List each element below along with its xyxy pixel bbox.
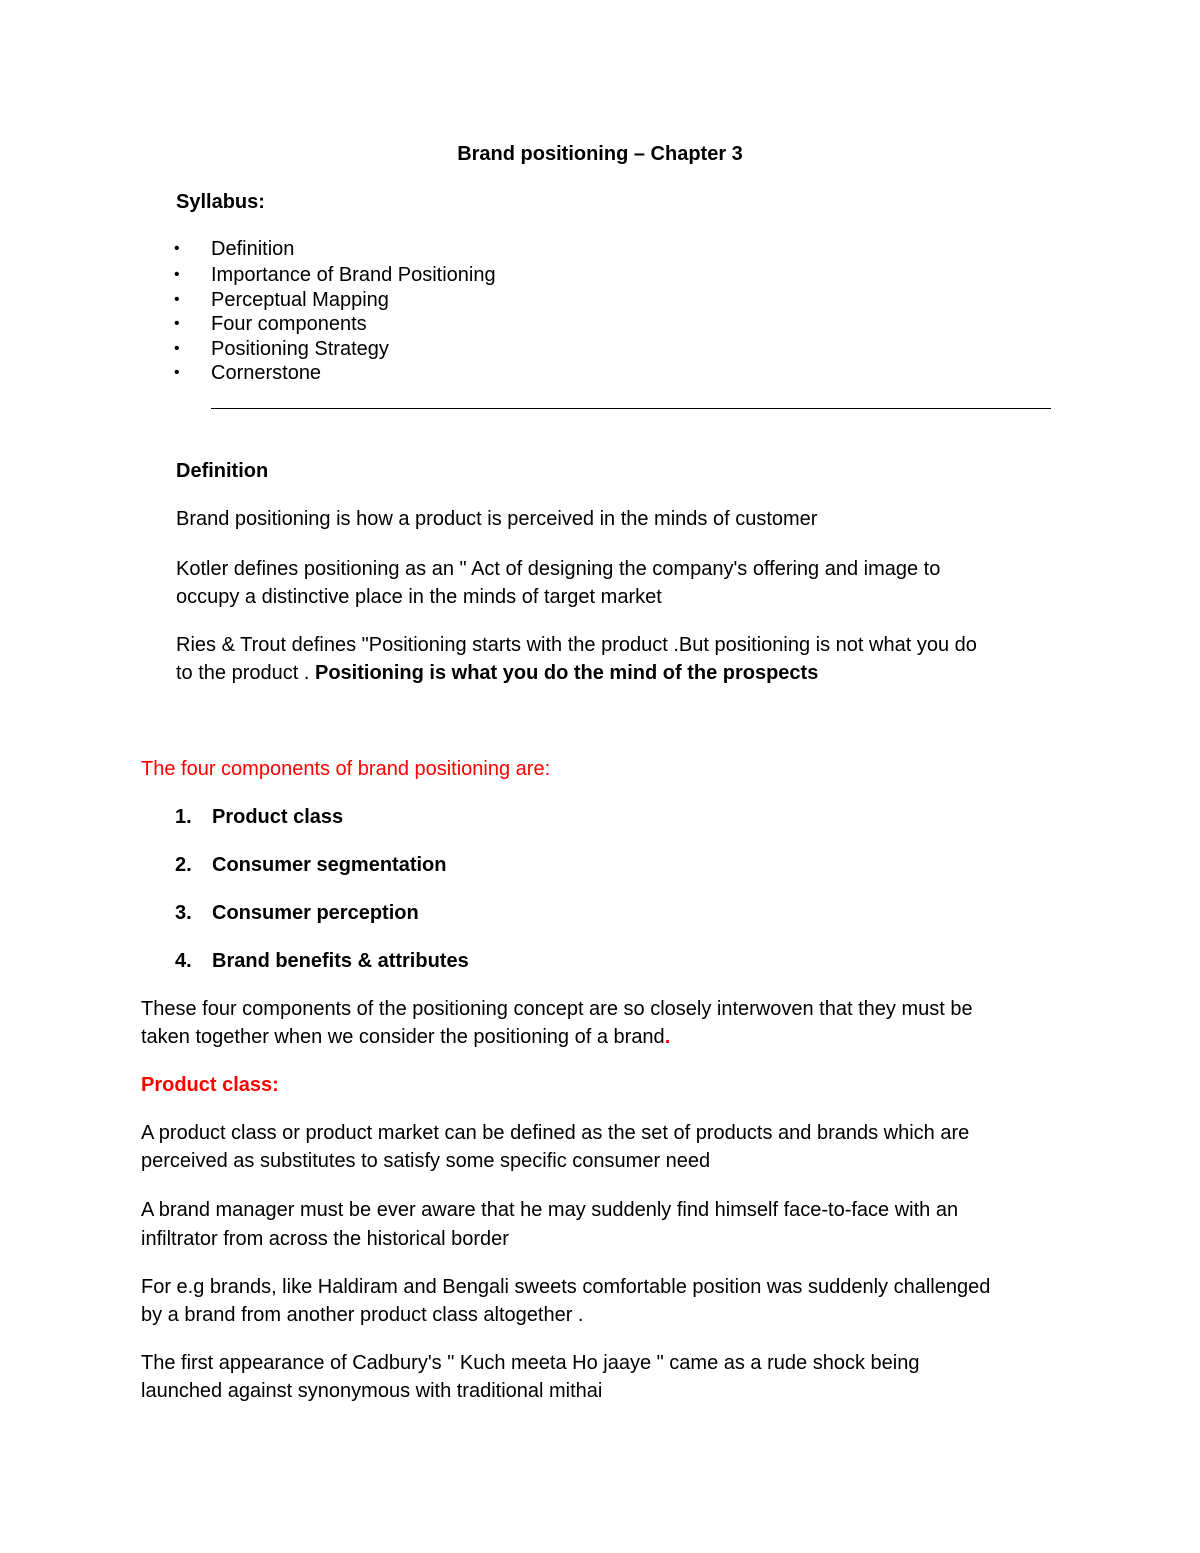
syllabus-item-label: Importance of Brand Positioning [211, 264, 496, 286]
product-class-p3-line-1: For e.g brands, like Haldiram and Bengali sweets comfortable position was suddenly challenged [141, 1276, 991, 1298]
component-number: 4. [175, 950, 192, 972]
definition-paragraph: Brand positioning is how a product is perceived in the minds of customer [176, 508, 818, 530]
bullet-icon: • [174, 364, 180, 381]
bullet-icon: • [174, 240, 180, 257]
product-class-p3-line-2: by a brand from another product class altogether . [141, 1304, 584, 1326]
ries-trout-line-2 [176, 659, 818, 687]
ries-trout-bold-text: Positioning is what you do the mind of the prospects [314, 662, 819, 684]
components-summary-line-2 [141, 1023, 670, 1051]
components-summary-text: taken together when we consider the positioning of a brand [141, 1026, 665, 1048]
component-label: Consumer segmentation [212, 854, 447, 876]
components-summary-line-1: These four components of the positioning concept are so closely interwoven that they must be [141, 998, 973, 1020]
ries-trout-line-1: Ries & Trout defines "Positioning starts with the product .But positioning is not what you do [176, 634, 977, 656]
syllabus-item-label: Definition [211, 238, 295, 260]
component-label: Product class [212, 806, 344, 828]
product-class-p4-line-2: launched against synonymous with traditional mithai [141, 1380, 603, 1402]
syllabus-item-label: Positioning Strategy [211, 338, 389, 360]
product-class-p4-line-1: The first appearance of Cadbury's " Kuch meeta Ho jaaye " came as a rude shock being [141, 1352, 920, 1374]
syllabus-item-label: Perceptual Mapping [211, 289, 389, 311]
bullet-icon: • [174, 340, 180, 357]
component-label: Brand benefits & attributes [212, 950, 469, 972]
definition-heading: Definition [176, 460, 269, 482]
component-number: 1. [175, 806, 192, 828]
ries-trout-normal-text: to the product . [176, 662, 315, 684]
red-period: . [664, 1026, 671, 1048]
component-label: Consumer perception [212, 902, 419, 924]
product-class-p1-line-1: A product class or product market can be defined as the set of products and brands which are [141, 1122, 970, 1144]
product-class-p1-line-2: perceived as substitutes to satisfy some specific consumer need [141, 1150, 711, 1172]
bullet-icon: • [174, 291, 180, 308]
syllabus-heading: Syllabus: [176, 191, 265, 213]
bullet-icon: • [174, 315, 180, 332]
components-heading: The four components of brand positioning are: [141, 758, 551, 780]
product-class-p2-line-2: infiltrator from across the historical border [141, 1228, 509, 1250]
component-number: 2. [175, 854, 192, 876]
product-class-heading: Product class: [141, 1074, 279, 1096]
page-title: Brand positioning – Chapter 3 [457, 143, 743, 165]
kotler-line-1: Kotler defines positioning as an " Act of designing the company's offering and image to [176, 558, 941, 580]
product-class-p2-line-1: A brand manager must be ever aware that he may suddenly find himself face-to-face with an [141, 1199, 959, 1221]
syllabus-item-label: Four components [211, 313, 367, 335]
divider-line [211, 408, 1051, 409]
bullet-icon: • [174, 266, 180, 283]
component-number: 3. [175, 902, 192, 924]
syllabus-item-label: Cornerstone [211, 362, 322, 384]
kotler-line-2: occupy a distinctive place in the minds of target market [176, 586, 662, 608]
